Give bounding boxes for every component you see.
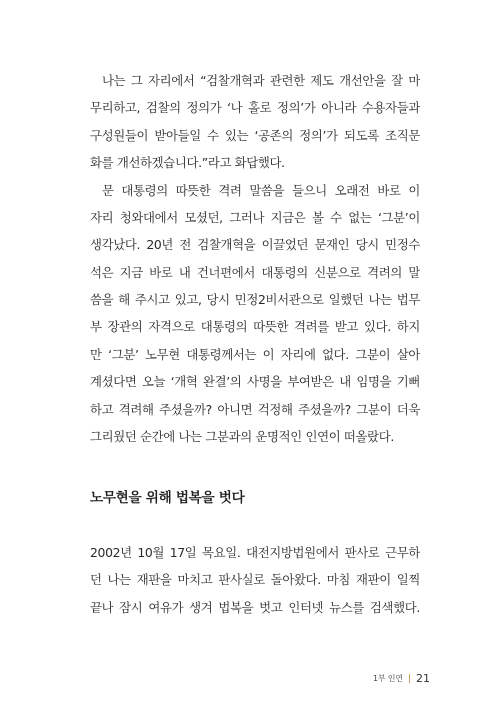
paragraph-line: 부 장관의 자격으로 대통령의 따뜻한 격려를 받고 있다. 하지 bbox=[90, 319, 420, 335]
paragraph-line: 계셨다면 오늘 ‘개혁 완결’의 사명을 부여받은 내 임명을 기뻐 bbox=[90, 374, 420, 390]
paragraph-line: 씀을 해 주시고 있고, 당시 민정2비서관으로 일했던 나는 법무 bbox=[90, 292, 420, 308]
paragraph-2 bbox=[90, 177, 420, 451]
paragraph-3 bbox=[90, 539, 420, 621]
paragraph-line: 끝나 잠시 여유가 생겨 법복을 벗고 인터넷 뉴스를 검색했다. bbox=[90, 599, 420, 615]
paragraph-line: 구성원들이 받아들일 수 있는 ‘공존의 정의’가 되도록 조직문 bbox=[90, 127, 420, 143]
paragraph-line: 자리 청와대에서 모셨던, 그러나 지금은 볼 수 없는 ‘그분’이 bbox=[90, 209, 420, 225]
page-footer bbox=[356, 670, 430, 686]
footer-separator bbox=[409, 674, 410, 683]
paragraph-1 bbox=[90, 67, 420, 177]
page-number: 21 bbox=[416, 671, 430, 685]
paragraph-line: 던 나는 재판을 마치고 판사실로 돌아왔다. 마침 재판이 일찍 bbox=[90, 572, 420, 588]
paragraph-line: 그리웠던 순간에 나는 그분과의 운명적인 인연이 떠올랐다. bbox=[90, 429, 394, 445]
section-heading: 노무현을 위해 법복을 벗다 bbox=[90, 490, 245, 506]
paragraph-line: 문 대통령의 따뜻한 격려 말씀을 들으니 오래전 바로 이 bbox=[102, 182, 420, 198]
footer-section-label: 1부 인연 bbox=[372, 673, 403, 683]
paragraph-line: 화를 개선하겠습니다.”라고 화답했다. bbox=[90, 155, 285, 171]
paragraph-line: 나는 그 자리에서 “검찰개혁과 관련한 제도 개선안을 잘 마 bbox=[102, 73, 420, 88]
paragraph-line: 석은 지금 바로 내 건너편에서 대통령의 신분으로 격려의 말 bbox=[90, 264, 420, 280]
paragraph-line: 2002년 10월 17일 목요일. 대전지방법원에서 판사로 근무하 bbox=[90, 545, 420, 560]
paragraph-line: 무리하고, 검찰의 정의가 ‘나 홀로 정의’가 아니라 수용자들과 bbox=[90, 100, 420, 116]
paragraph-line: 생각났다. 20년 전 검찰개혁을 이끌었던 문재인 당시 민정수 bbox=[90, 237, 420, 253]
paragraph-line: 만 ‘그분’ 노무현 대통령께서는 이 자리에 없다. 그분이 살아 bbox=[90, 346, 420, 362]
paragraph-line: 하고 격려해 주셨을까? 아니면 걱정해 주셨을까? 그분이 더욱 bbox=[90, 401, 420, 417]
